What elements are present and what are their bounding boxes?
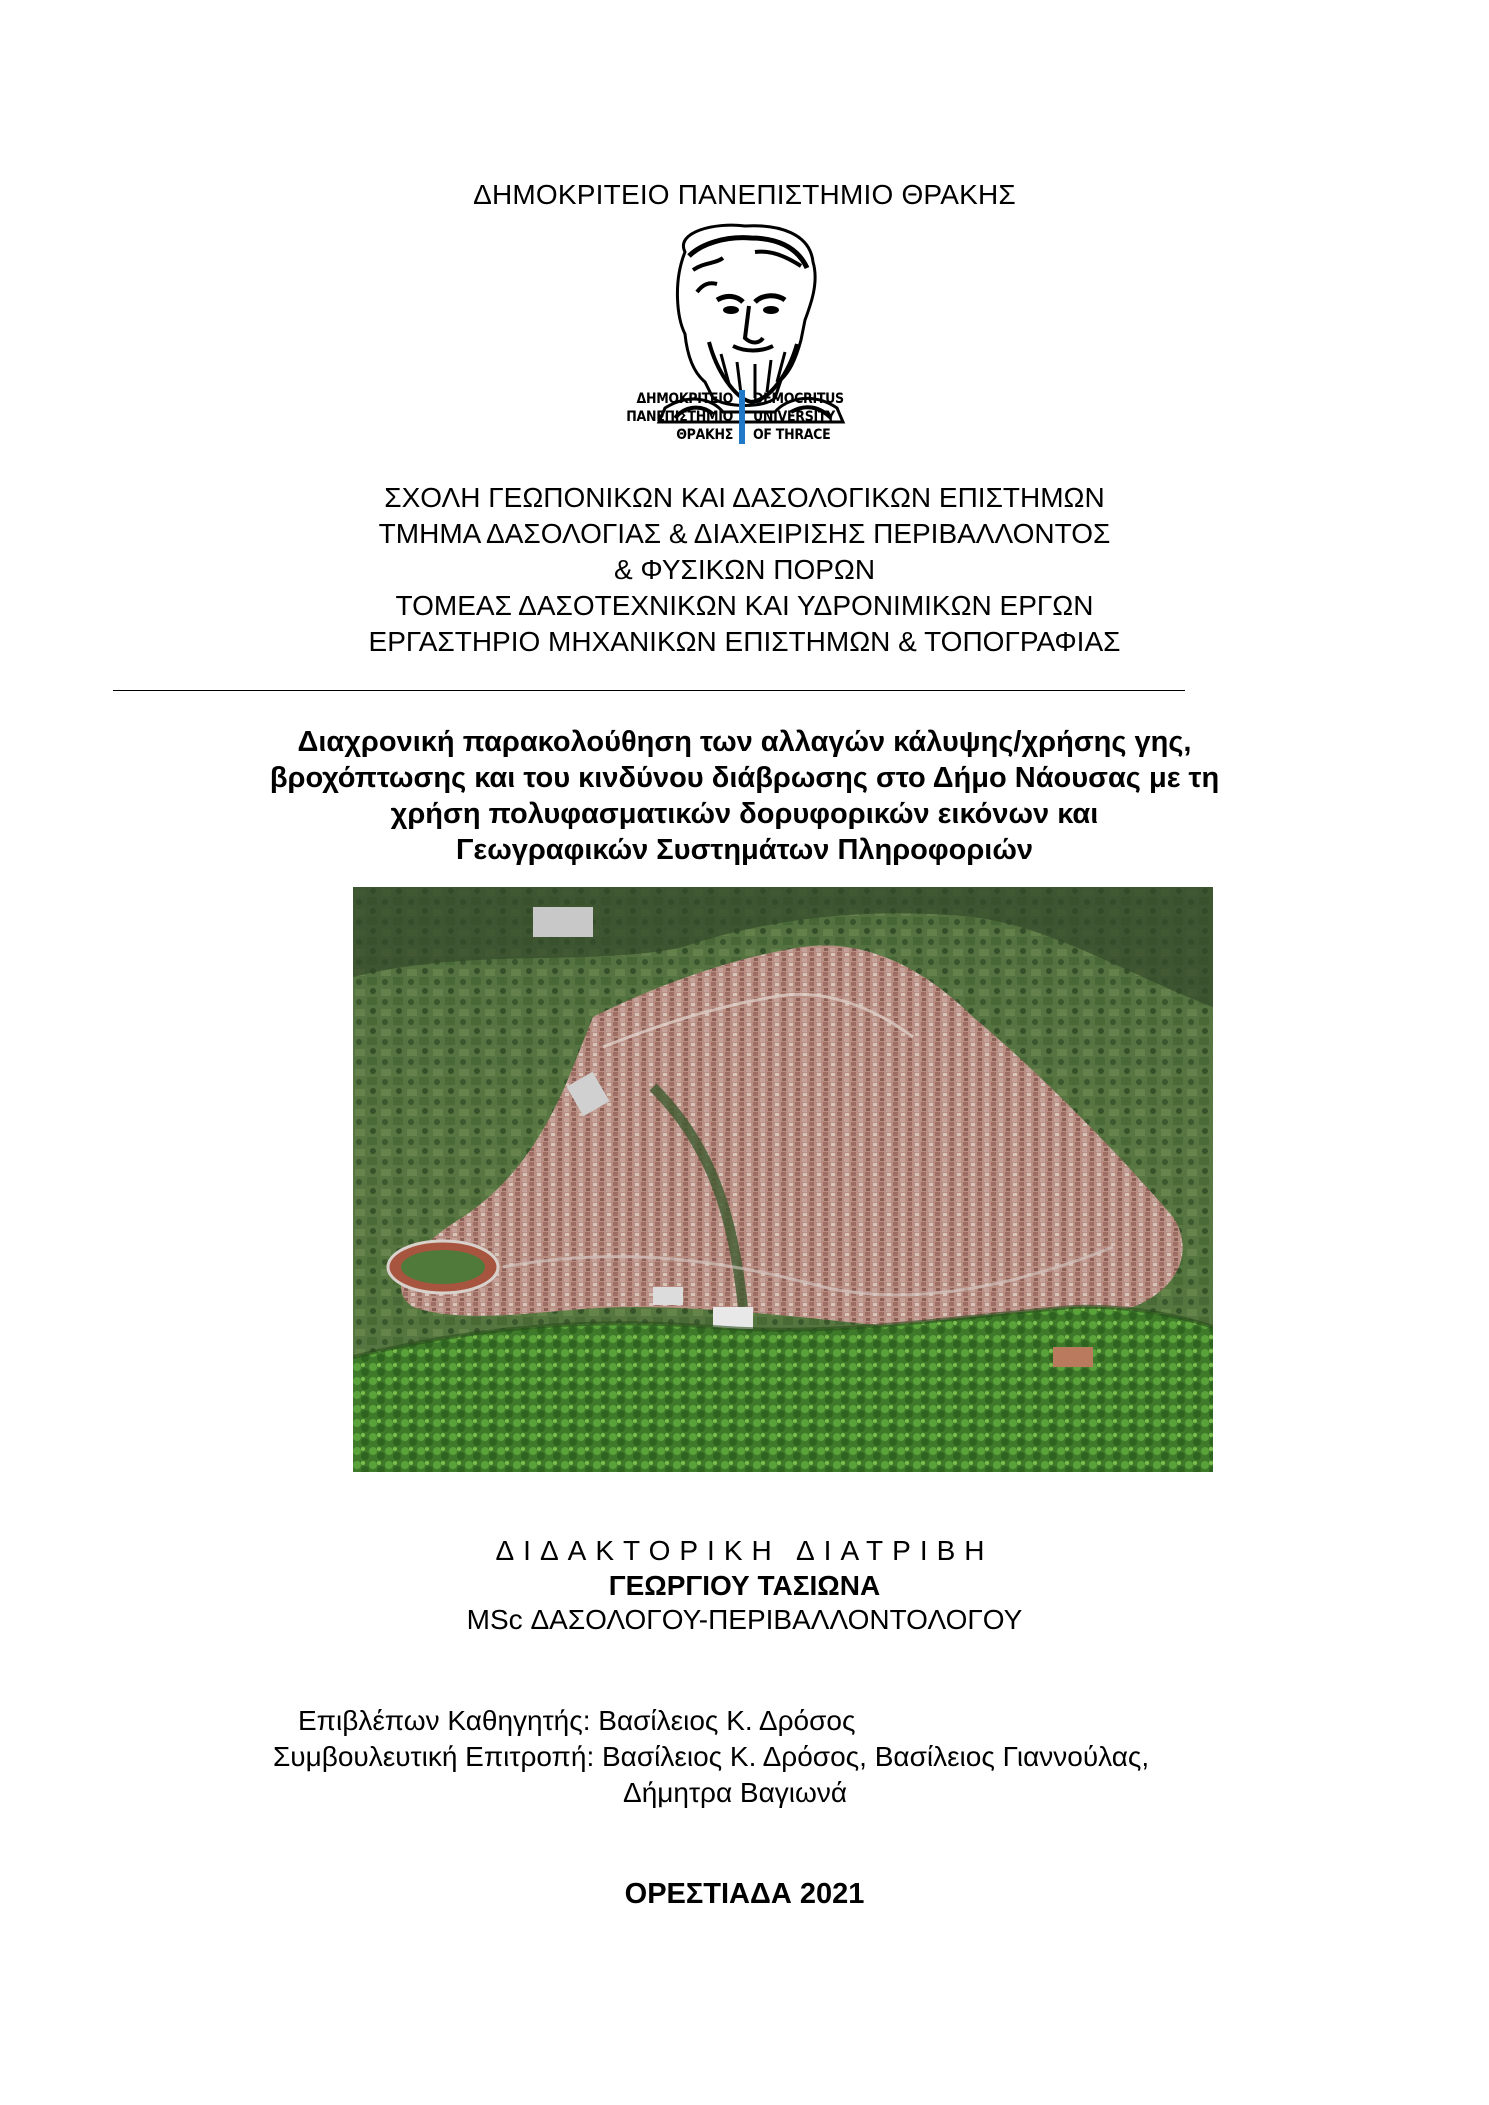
- title-line: βροχόπτωσης και του κινδύνου διάβρωσης στο Δήμο Νάουσας με τη: [269, 762, 1220, 794]
- logo-divider-bar: [739, 390, 745, 444]
- department-line-continued: & ΦΥΣΙΚΩΝ ΠΟΡΩΝ: [613, 554, 876, 585]
- title-line: Γεωγραφικών Συστημάτων Πληροφοριών: [456, 834, 1033, 866]
- university-logo: [605, 222, 885, 456]
- thesis-title: [0, 724, 1489, 868]
- logo-wordmark-greek: ΔΗΜΟΚΡΙΤΕΙΟ ΠΑΝΕΠΙΣΤΗΜΙΟ ΘΡΑΚΗΣ: [626, 391, 733, 443]
- author-degree: MSc ΔΑΣΟΛΟΓΟΥ-ΠΕΡΙΒΑΛΛΟΝΤΟΛΟΓΟΥ: [466, 1604, 1023, 1635]
- aerial-photo-illustration: [353, 887, 1213, 1472]
- author-name: ΓΕΩΡΓΙΟΥ ΤΑΣΙΩΝΑ: [608, 1570, 881, 1601]
- laboratory-line: ΕΡΓΑΣΤΗΡΙΟ ΜΗΧΑΝΙΚΩΝ ΕΠΙΣΤΗΜΩΝ & ΤΟΠΟΓΡΑΦΙΑΣ: [368, 626, 1121, 657]
- thesis-type: ΔΙΔΑΚΤΟΡΙΚΗ ΔΙΑΤΡΙΒΗ: [495, 1535, 994, 1566]
- school-line: ΣΧΟΛΗ ΓΕΩΠΟΝΙΚΩΝ ΚΑΙ ΔΑΣΟΛΟΓΙΚΩΝ ΕΠΙΣΤΗΜΩΝ: [384, 482, 1105, 513]
- logo-wordmark: [605, 390, 885, 456]
- department-line: ΤΜΗΜΑ ΔΑΣΟΛΟΓΙΑΣ & ΔΙΑΧΕΙΡΙΣΗΣ ΠΕΡΙΒΑΛΛΟΝΤΟΣ: [378, 518, 1111, 549]
- title-line: χρήση πολυφασματικών δορυφορικών εικόνων και: [390, 798, 1099, 830]
- affiliation-block: [0, 480, 1489, 660]
- sector-line: ΤΟΜΕΑΣ ΔΑΣΟΤΕΧΝΙΚΩΝ ΚΑΙ ΥΔΡΟΝΙΜΙΚΩΝ ΕΡΓΩΝ: [395, 590, 1094, 621]
- horizontal-divider: [113, 690, 1185, 691]
- university-name: ΔΗΜΟΚΡΙΤΕΙΟ ΠΑΝΕΠΙΣΤΗΜΙΟ ΘΡΑΚΗΣ: [473, 179, 1016, 210]
- aerial-town-photo: [353, 887, 1213, 1472]
- title-line: Διαχρονική παρακολούθηση των αλλαγών κάλυψης/χρήσης γης,: [297, 726, 1192, 758]
- logo-wordmark-english: DEMOCRITUS UNIVERSITY OF THRACE: [753, 391, 844, 443]
- advisory-committee-line-continued: Δήμητρα Βαγιωνά: [623, 1777, 848, 1808]
- advisory-committee-line: Συμβουλευτική Επιτροπή: Βασίλειος Κ. Δρόσος, Βασίλειος Γιαννούλας,: [273, 1741, 1150, 1772]
- supervisor-line: Επιβλέπων Καθηγητής: Βασίλειος Κ. Δρόσος: [298, 1705, 856, 1736]
- place-and-year: ΟΡΕΣΤΙΑΔΑ 2021: [624, 1878, 865, 1910]
